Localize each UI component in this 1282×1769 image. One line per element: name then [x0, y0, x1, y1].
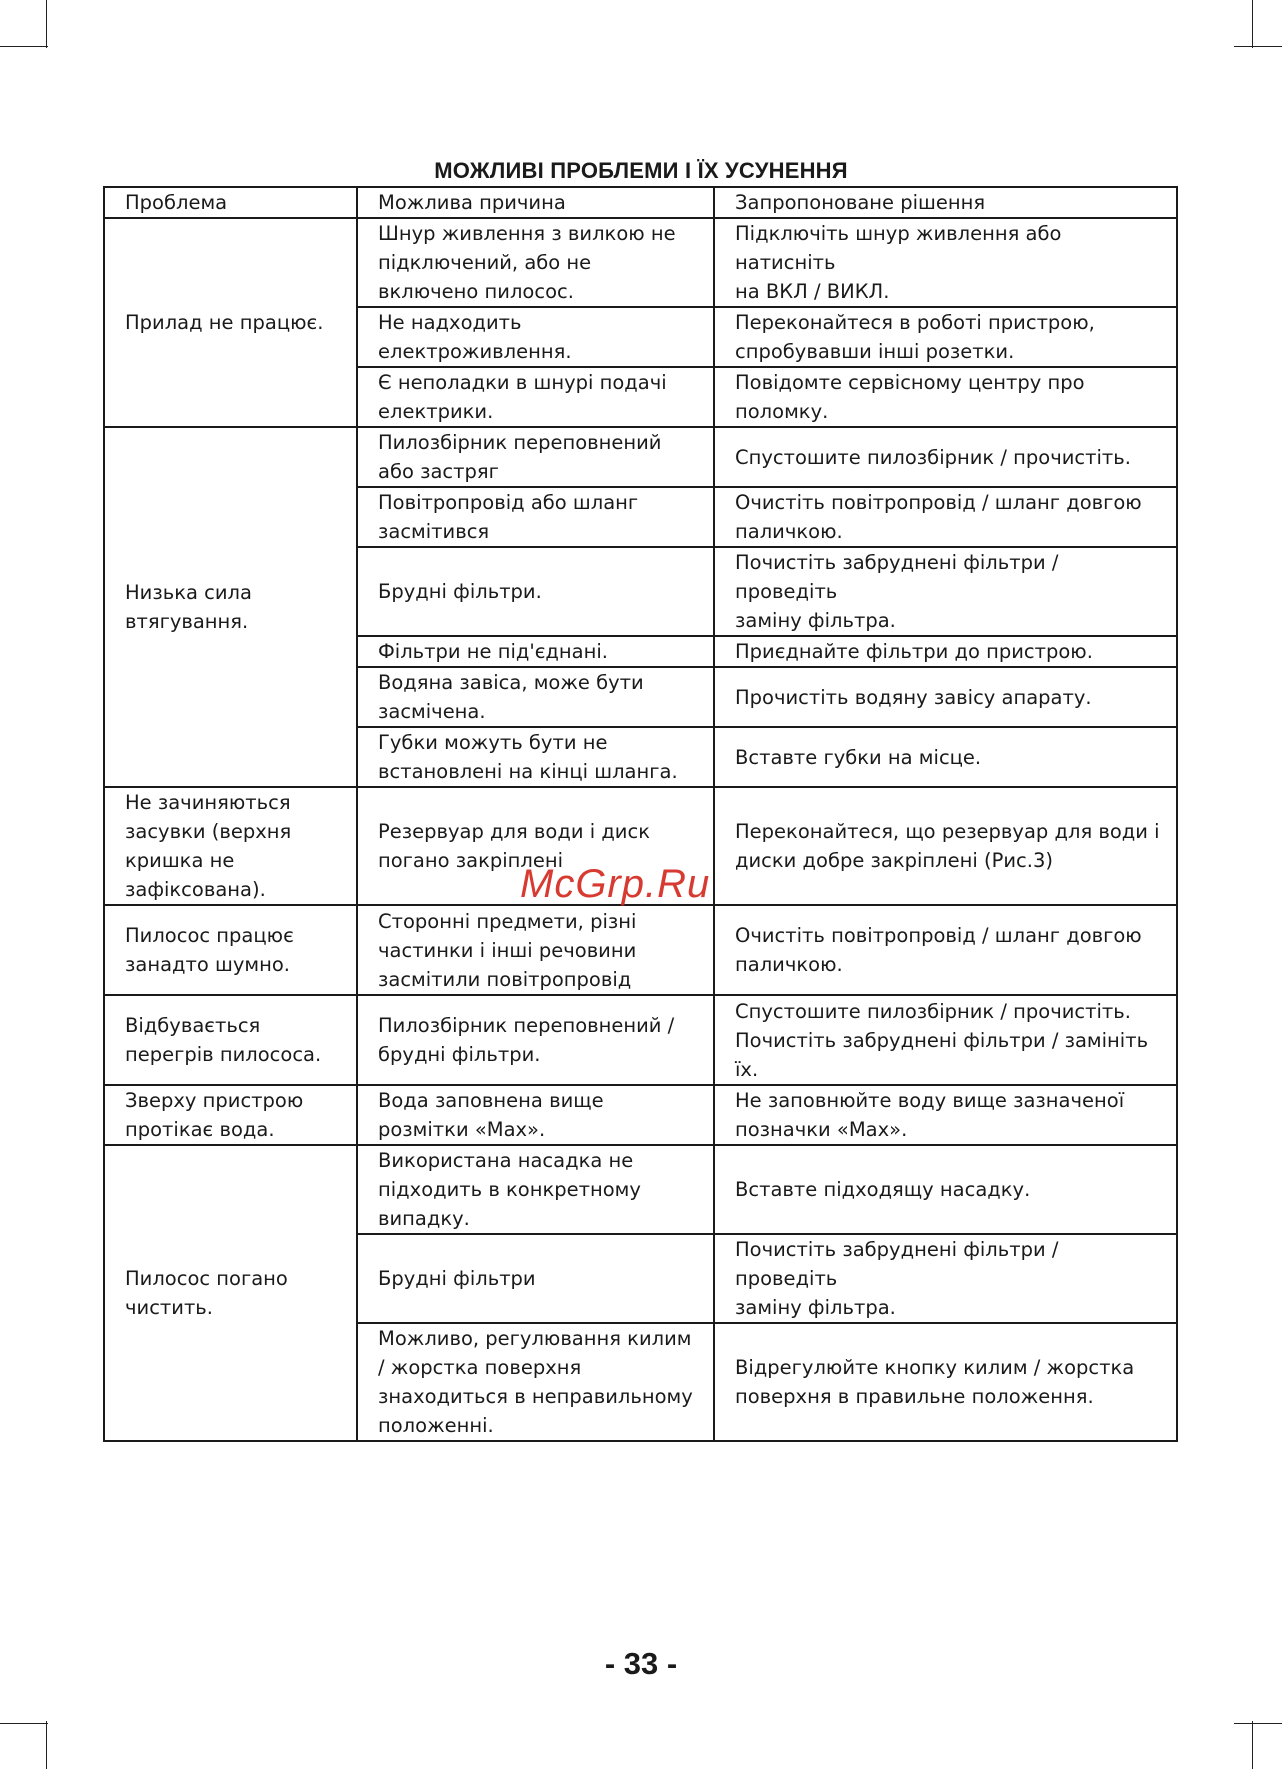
cause-cell: Вода заповнена вище розмітки «Мах». [357, 1085, 714, 1145]
solution-cell: Прочистіть водяну завісу апарату. [714, 667, 1177, 727]
solution-cell: Очистіть повітропровід / шланг довгою паличкою. [714, 905, 1177, 995]
solution-cell: Почистіть забруднені фільтри / проведіть заміну фільтра. [714, 1234, 1177, 1323]
cause-cell: Використана насадка не підходить в конкретному випадку. [357, 1145, 714, 1234]
crop-mark [1234, 1723, 1282, 1724]
crop-mark [1234, 46, 1282, 47]
solution-cell: Вставте підходящу насадку. [714, 1145, 1177, 1234]
table-row [104, 427, 1177, 487]
problem-cell: Низька сила втягування. [104, 427, 357, 787]
crop-mark [0, 46, 48, 47]
problem-cell: Зверху пристрою протікає вода. [104, 1085, 357, 1145]
solution-cell: Переконайтеся, що резервуар для води і диски добре закріплені (Рис.3) [714, 787, 1177, 905]
cause-cell: Можливо, регулювання килим / жорстка поверхня знаходиться в неправильному положенні. [357, 1323, 714, 1441]
cause-cell: Брудні фільтри. [357, 547, 714, 636]
crop-mark [46, 0, 47, 48]
cause-cell: Резервуар для води і диск погано закріплені [357, 787, 714, 905]
crop-mark [1252, 0, 1253, 48]
cause-cell: Фільтри не під'єднані. [357, 636, 714, 667]
problem-cell: Пилосос працює занадто шумно. [104, 905, 357, 995]
solution-cell: Повідомте сервісному центру про поломку. [714, 367, 1177, 427]
page-title: МОЖЛИВІ ПРОБЛЕМИ І ЇХ УСУНЕННЯ [434, 158, 848, 183]
cause-cell: Брудні фільтри [357, 1234, 714, 1323]
cause-cell: Не надходить електроживлення. [357, 307, 714, 367]
header-solution: Запропоноване рішення [714, 187, 1177, 218]
table-row [104, 905, 1177, 995]
problem-cell: Не зачиняються засувки (верхня кришка не зафіксована). [104, 787, 357, 905]
header-cause: Можлива причина [357, 187, 714, 218]
solution-cell: Спустошите пилозбірник / прочистіть. Почистіть забруднені фільтри / замініть їх. [714, 995, 1177, 1085]
problem-cell: Пилосос погано чистить. [104, 1145, 357, 1441]
solution-cell: Переконайтеся в роботі пристрою, спробувавши інші розетки. [714, 307, 1177, 367]
table-row [104, 1145, 1177, 1234]
crop-mark [46, 1721, 47, 1769]
solution-cell: Очистіть повітропровід / шланг довгою паличкою. [714, 487, 1177, 547]
cause-cell: Губки можуть бути не встановлені на кінці шланга. [357, 727, 714, 787]
cause-cell: Є неполадки в шнурі подачі електрики. [357, 367, 714, 427]
solution-cell: Не заповнюйте воду вище зазначеної позначки «Мах». [714, 1085, 1177, 1145]
problem-cell: Відбувається перегрів пилососа. [104, 995, 357, 1085]
solution-cell: Відрегулюйте кнопку килим / жорстка поверхня в правильне положення. [714, 1323, 1177, 1441]
crop-mark [0, 1723, 48, 1724]
solution-cell: Спустошите пилозбірник / прочистіть. [714, 427, 1177, 487]
cause-cell: Пилозбірник переповнений або застряг [357, 427, 714, 487]
table-row [104, 1085, 1177, 1145]
cause-cell: Пилозбірник переповнений / брудні фільтри. [357, 995, 714, 1085]
header-problem: Проблема [104, 187, 357, 218]
problem-cell: Прилад не працює. [104, 218, 357, 427]
table-row [104, 218, 1177, 307]
solution-cell: Вставте губки на місце. [714, 727, 1177, 787]
cause-cell: Шнур живлення з вилкою не підключений, або не включено пилосос. [357, 218, 714, 307]
cause-cell: Сторонні предмети, різні частинки і інші речовини засмітили повітропровід [357, 905, 714, 995]
solution-cell: Підключіть шнур живлення або натисніть на ВКЛ / ВИКЛ. [714, 218, 1177, 307]
crop-mark [1252, 1721, 1253, 1769]
solution-cell: Приєднайте фільтри до пристрою. [714, 636, 1177, 667]
troubleshooting-table [103, 186, 1178, 1442]
table-row [104, 995, 1177, 1085]
cause-cell: Повітропровід або шланг засмітився [357, 487, 714, 547]
cause-cell: Водяна завіса, може бути засмічена. [357, 667, 714, 727]
watermark: McGrp.Ru [520, 862, 711, 906]
solution-cell: Почистіть забруднені фільтри / проведіть заміну фільтра. [714, 547, 1177, 636]
page-number: - 33 - [604, 1646, 678, 1681]
table-header-row [104, 187, 1177, 218]
